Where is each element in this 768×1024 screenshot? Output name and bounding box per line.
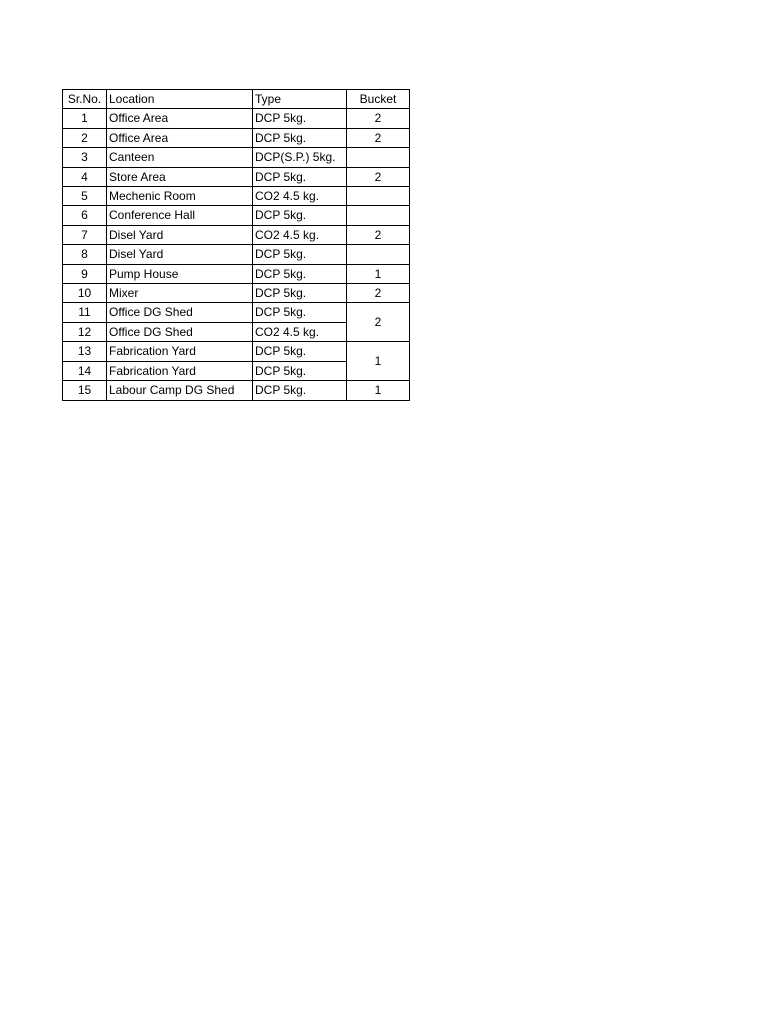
cell-sr-no: 6 <box>63 206 107 225</box>
table-row <box>63 342 410 361</box>
header-location: Location <box>107 90 253 109</box>
cell-type: DCP 5kg. <box>253 284 347 303</box>
cell-type: DCP(S.P.) 5kg. <box>253 148 347 167</box>
cell-sr-no: 14 <box>63 361 107 380</box>
cell-bucket: 2 <box>347 225 410 244</box>
cell-bucket: 2 <box>347 284 410 303</box>
cell-bucket: 2 <box>347 303 410 342</box>
cell-type: DCP 5kg. <box>253 361 347 380</box>
cell-bucket <box>347 206 410 225</box>
header-sr-no: Sr.No. <box>63 90 107 109</box>
cell-location: Mechenic Room <box>107 187 253 206</box>
cell-location: Disel Yard <box>107 225 253 244</box>
table-row <box>63 167 410 186</box>
cell-location: Office Area <box>107 128 253 147</box>
cell-bucket: 1 <box>347 381 410 400</box>
cell-location: Office Area <box>107 109 253 128</box>
cell-location: Store Area <box>107 167 253 186</box>
table-row <box>63 109 410 128</box>
cell-location: Office DG Shed <box>107 303 253 322</box>
cell-location: Mixer <box>107 284 253 303</box>
cell-bucket: 2 <box>347 109 410 128</box>
header-bucket: Bucket <box>347 90 410 109</box>
table-row <box>63 303 410 322</box>
cell-type: DCP 5kg. <box>253 206 347 225</box>
cell-sr-no: 9 <box>63 264 107 283</box>
cell-bucket: 2 <box>347 167 410 186</box>
cell-bucket: 1 <box>347 264 410 283</box>
cell-type: CO2 4.5 kg. <box>253 322 347 341</box>
table-row <box>63 284 410 303</box>
cell-type: DCP 5kg. <box>253 264 347 283</box>
cell-bucket: 1 <box>347 342 410 381</box>
table-body <box>63 109 410 400</box>
fire-extinguisher-table <box>62 89 410 401</box>
table-header-row <box>63 90 410 109</box>
cell-location: Office DG Shed <box>107 322 253 341</box>
cell-type: DCP 5kg. <box>253 342 347 361</box>
cell-location: Canteen <box>107 148 253 167</box>
cell-location: Disel Yard <box>107 245 253 264</box>
cell-type: CO2 4.5 kg. <box>253 225 347 244</box>
header-type: Type <box>253 90 347 109</box>
cell-bucket <box>347 148 410 167</box>
cell-sr-no: 1 <box>63 109 107 128</box>
table-row <box>63 381 410 400</box>
cell-sr-no: 15 <box>63 381 107 400</box>
cell-location: Fabrication Yard <box>107 361 253 380</box>
cell-sr-no: 2 <box>63 128 107 147</box>
table-row <box>63 187 410 206</box>
cell-sr-no: 4 <box>63 167 107 186</box>
cell-type: CO2 4.5 kg. <box>253 187 347 206</box>
cell-sr-no: 8 <box>63 245 107 264</box>
table-row <box>63 128 410 147</box>
table-row <box>63 225 410 244</box>
cell-location: Pump House <box>107 264 253 283</box>
cell-sr-no: 10 <box>63 284 107 303</box>
cell-type: DCP 5kg. <box>253 109 347 128</box>
table-row <box>63 148 410 167</box>
cell-type: DCP 5kg. <box>253 128 347 147</box>
cell-sr-no: 13 <box>63 342 107 361</box>
cell-sr-no: 5 <box>63 187 107 206</box>
cell-type: DCP 5kg. <box>253 381 347 400</box>
table-row <box>63 245 410 264</box>
cell-type: DCP 5kg. <box>253 167 347 186</box>
cell-location: Conference Hall <box>107 206 253 225</box>
table-row <box>63 264 410 283</box>
cell-location: Fabrication Yard <box>107 342 253 361</box>
cell-bucket <box>347 187 410 206</box>
cell-sr-no: 11 <box>63 303 107 322</box>
table-row <box>63 206 410 225</box>
cell-sr-no: 3 <box>63 148 107 167</box>
cell-type: DCP 5kg. <box>253 303 347 322</box>
cell-location: Labour Camp DG Shed <box>107 381 253 400</box>
cell-sr-no: 7 <box>63 225 107 244</box>
cell-type: DCP 5kg. <box>253 245 347 264</box>
cell-bucket: 2 <box>347 128 410 147</box>
cell-bucket <box>347 245 410 264</box>
cell-sr-no: 12 <box>63 322 107 341</box>
